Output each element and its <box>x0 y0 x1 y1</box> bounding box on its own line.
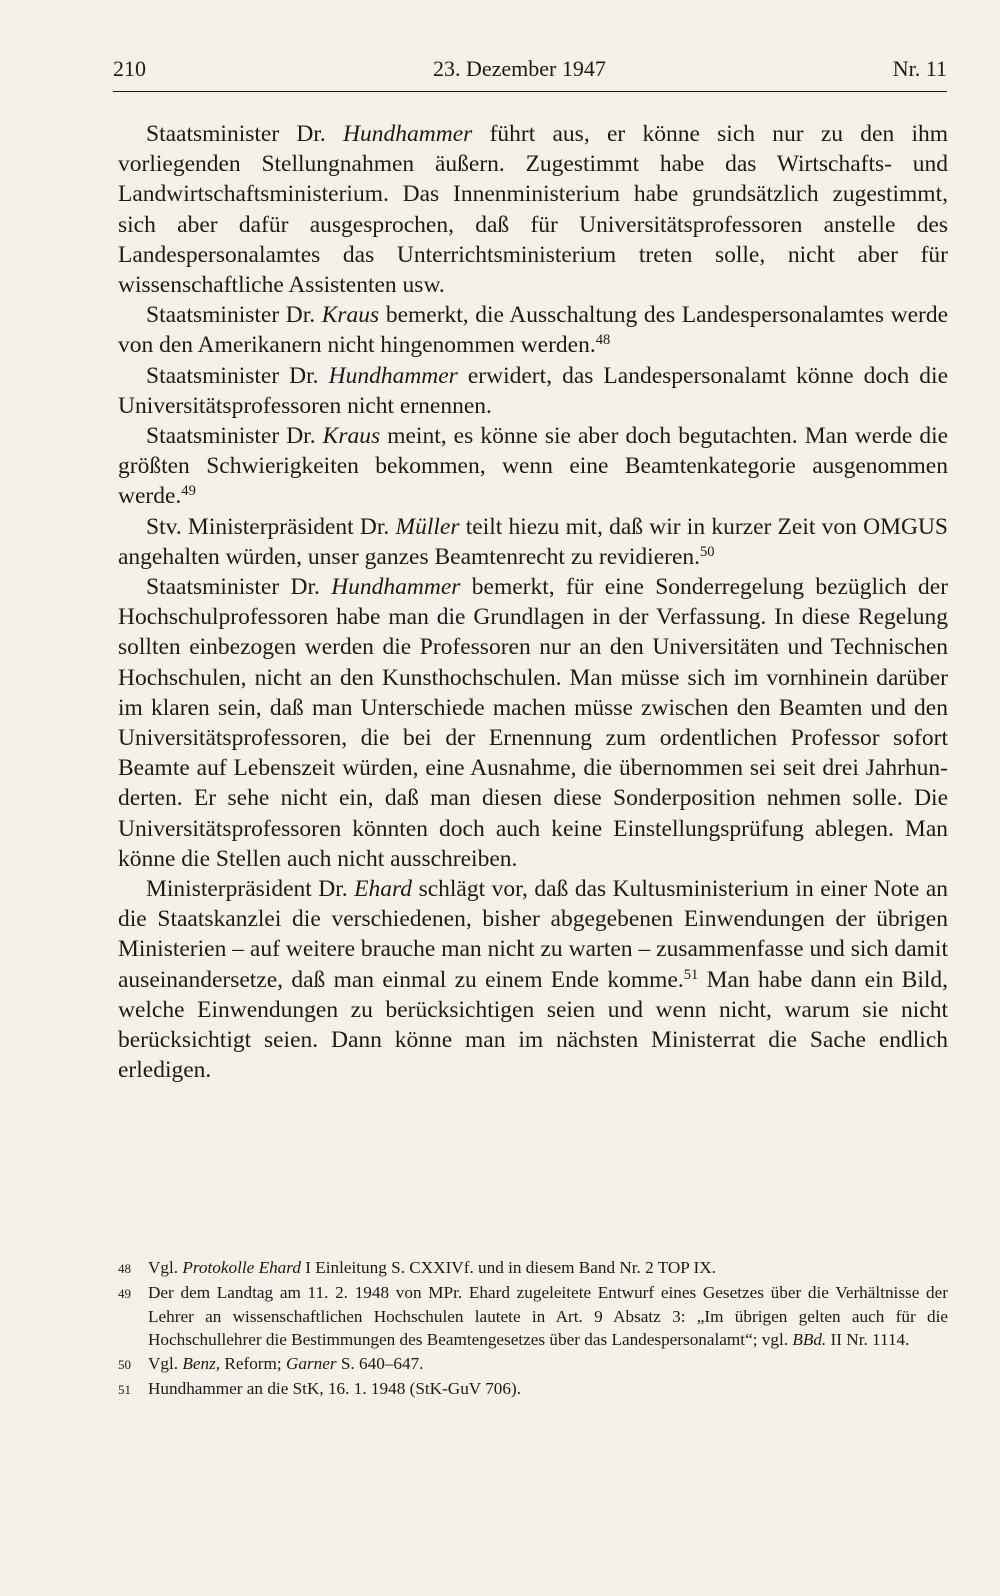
footnote-number: 48 <box>118 1261 131 1276</box>
speaker-name: Kraus <box>322 423 381 450</box>
footnote-text: Hundhammer an die StK, 16. 1. 1948 (StK-GuV 706). <box>148 1378 521 1398</box>
paragraph-text: erwidert, das Landespersonalamt könne doch die Universitätsprofessoren nicht ernennen. <box>118 362 949 419</box>
paragraph <box>118 512 948 572</box>
footnote-text: Vgl. Protokolle Ehard I Einleitung S. CXXIVf. und in diesem Band Nr. 2 TOP IX. <box>148 1258 716 1277</box>
paragraph <box>118 119 948 300</box>
paragraph <box>118 361 948 421</box>
speaker-role: Staatsminister Dr. <box>146 362 319 389</box>
footnote-text: Vgl. Benz, Reform; Garner S. 640–647. <box>148 1354 424 1374</box>
footnote-reference[interactable]: 51 <box>683 966 699 983</box>
paragraph-text-continued: Man habe dann ein Bild, welche Einwendungen zu berücksichtigen seien und wenn nicht, warum sie nicht berücksichtigt seien. Dann könne man im nächsten Ministerrat die Sache endlich erledigen. <box>118 966 949 1084</box>
footnote <box>118 1256 948 1281</box>
header-date: 23. Dezember 1947 <box>432 56 606 81</box>
speaker-role: Ministerpräsident Dr. <box>146 876 348 903</box>
paragraph <box>118 421 948 512</box>
footnote-number: 49 <box>118 1285 131 1301</box>
page-number: 210 <box>113 56 146 81</box>
paragraph-text: bemerkt, die Ausschaltung des Landespersonalamtes werde von den Amerikanern nicht hingenommen werden. <box>118 302 949 359</box>
footnotes <box>118 1256 948 1402</box>
page-header <box>113 56 947 82</box>
speaker-name: Hundhammer <box>343 121 473 147</box>
footnote-reference[interactable]: 48 <box>595 332 611 349</box>
paragraph <box>118 572 948 874</box>
header-issue: Nr. 11 <box>892 56 947 81</box>
speaker-name: Kraus <box>321 302 380 329</box>
footnote-number: 51 <box>118 1381 131 1397</box>
paragraph-text: bemerkt, für eine Sonderregelung bezüglich der Hochschulprofessoren habe man die Grundlagen in der Verfassung. In diese Regelung sollten einbezogen werden die Professoren nur an den Universitäten und Technischen Hochschulen, nicht an den Kunsthochschulen. Man müsse sich im vornhinein darüber im klaren sein, daß man Unterschiede machen müsse zwischen den Beamten und den Universitätsprofessoren, die bei der Ernennung zum ordentlichen Professor sofort Beamte auf Lebenszeit würden, eine Ausnahme, die übernommen sei seit drei Jahrhunderten. Er sehe nicht ein, daß man diesen diese Sonderposition nehmen solle. Die Universitätsprofessoren könnten doch auch keine Einstellungsprüfung ablegen. Man könne die Stellen auch nicht ausschreiben. <box>118 574 949 872</box>
speaker-role: Staatsminister Dr. <box>146 121 326 147</box>
speaker-name: Hundhammer <box>328 362 458 389</box>
paragraph-text: schlägt vor, daß das Kultusministerium in einer Note an die Staatskanzlei die verschiedenen, bisher abgegebenen Einwendungen der übrigen Ministerien – auf weitere brauche man nicht zu warten – zusammenfasse und sich damit auseinandersetze, daß man einmal zu einem Ende komme. <box>118 876 949 993</box>
footnote <box>118 1352 948 1377</box>
footnote-text: Der dem Landtag am 11. 2. 1948 von MPr. Ehard zugeleitete Entwurf eines Gesetzes über die Verhältnisse der Lehrer an wissenschaftlichen Hochschulen lautete in Art. 9 Absatz 3: „Im übrigen gelten auch für die Hochschullehrer die Bestimmungen des Beamtengesetzes über das Landespersonalamt“; vgl. BBd. II Nr. 1114. <box>148 1282 948 1350</box>
speaker-name: Müller <box>395 513 460 540</box>
footnote-number: 50 <box>118 1357 131 1373</box>
minutes-body <box>118 119 948 1086</box>
footnote <box>118 1377 948 1402</box>
speaker-name: Hundhammer <box>331 574 461 601</box>
paragraph-text: führt aus, er könne sich nur zu den ihm vorliegenden Stellungnahmen äußern. Zugestimmt habe das Wirtschafts- und Landwirtschaftsministerium. Das Innenministerium habe grundsätzlich zugestimmt, sich aber dafür ausgesprochen, daß für Universitätsprofessoren anstelle des Landespersonalamtes das Unterrichtsministerium treten solle, nicht aber für wissenschaftliche Assistenten usw. <box>118 121 949 299</box>
speaker-name: Ehard <box>354 876 413 903</box>
speaker-role: Staatsminister Dr. <box>146 423 316 450</box>
paragraph <box>118 300 948 360</box>
paragraph-text: meint, es könne sie aber doch begutachten. Man werde die größten Schwierigkeiten bekommen, wenn eine Beamtenkategorie ausgenommen werde. <box>118 423 949 510</box>
speaker-role: Staatsminister Dr. <box>146 574 320 601</box>
footnote-reference[interactable]: 49 <box>181 483 196 500</box>
footnote-reference[interactable]: 50 <box>700 543 715 560</box>
speaker-role: Stv. Ministerpräsident Dr. <box>146 513 390 540</box>
footnote <box>118 1281 948 1352</box>
header-rule <box>113 91 947 92</box>
paragraph <box>118 874 948 1085</box>
speaker-role: Staatsminister Dr. <box>146 302 316 329</box>
paragraph-text: teilt hiezu mit, daß wir in kurzer Zeit von OMGUS angehalten würden, unser ganzes Beamtenrecht zu revidieren. <box>118 513 948 570</box>
